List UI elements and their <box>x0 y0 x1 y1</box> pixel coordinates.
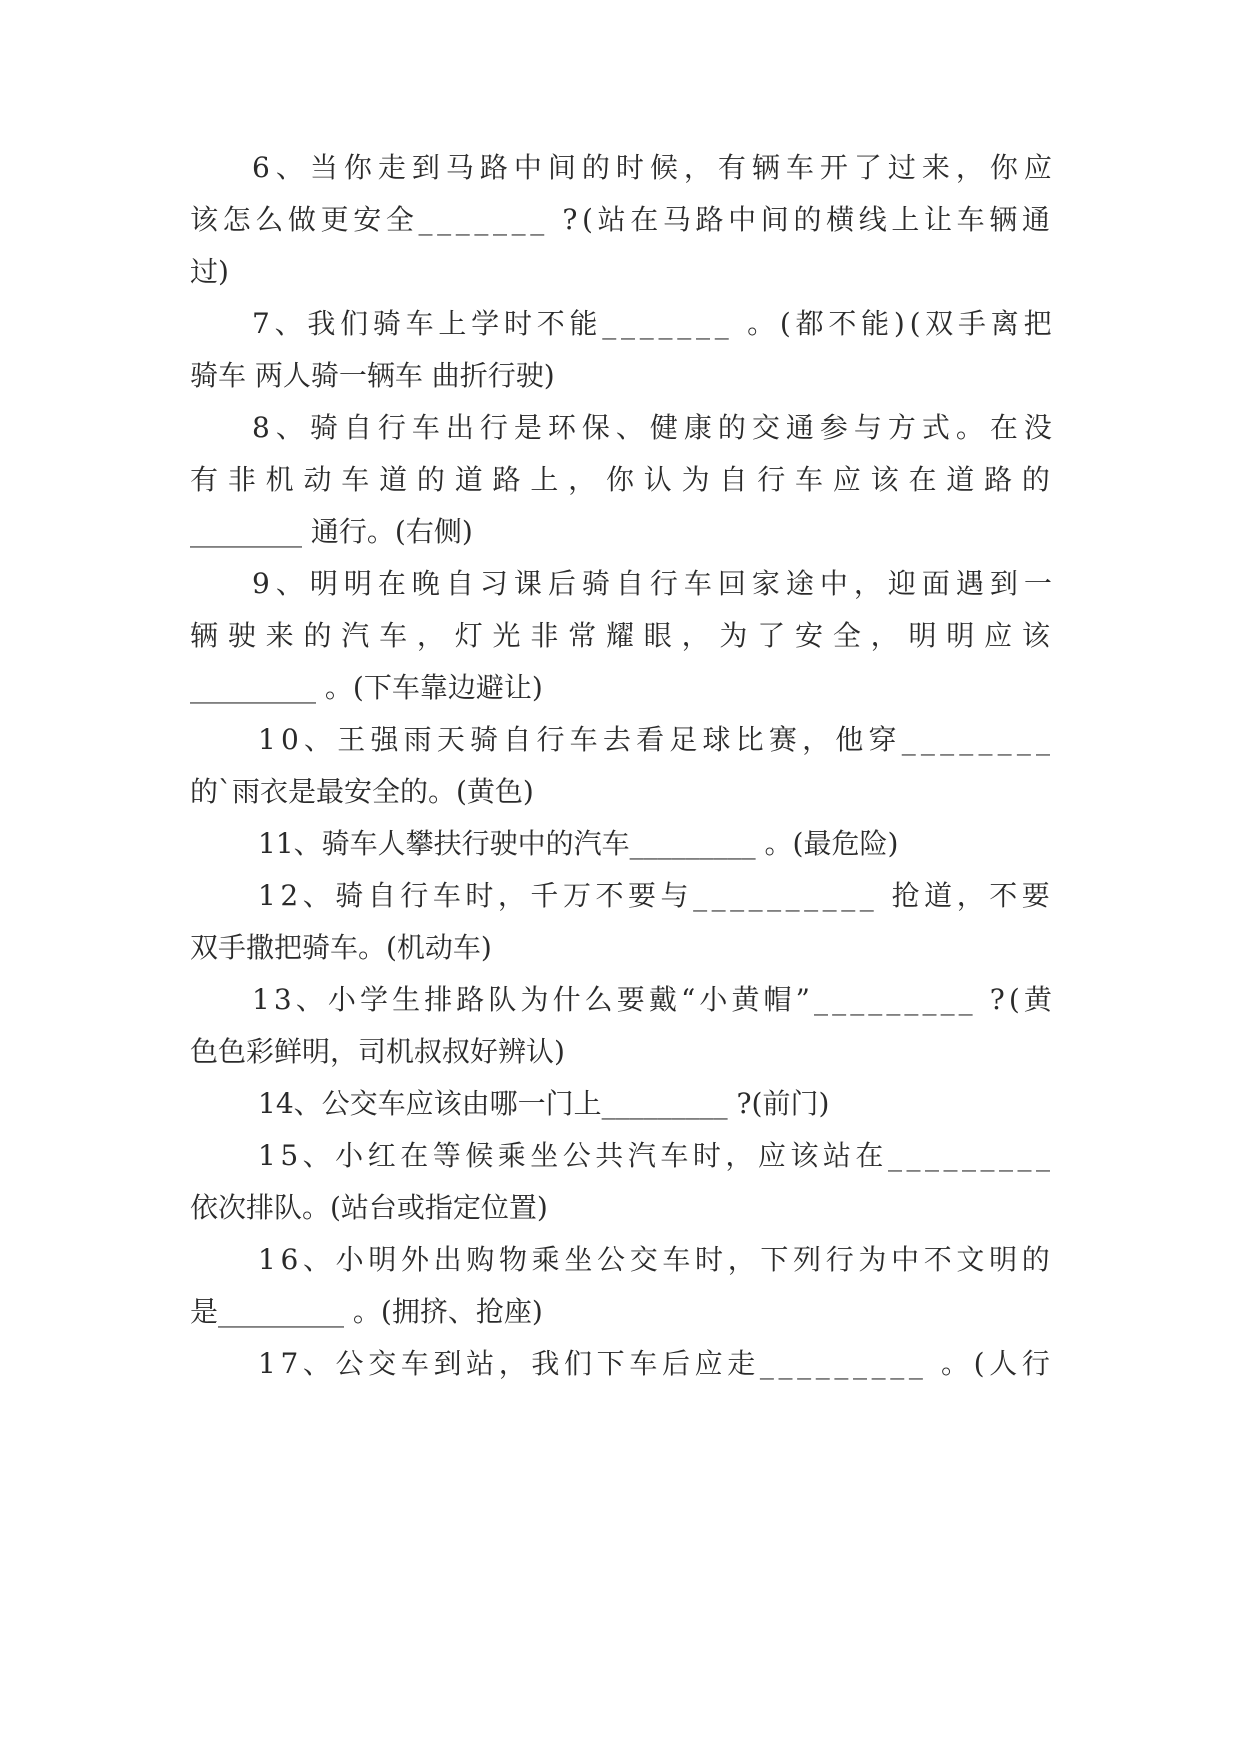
text-line: 8 、 骑 自 行 车 出 行 是 环 保 、 健 康 的 交 通 参 与 方 式 。 在 没 <box>252 411 1052 444</box>
text-line: 9 、 明 明 在 晚 自 习 课 后 骑 自 行 车 回 家 途 中 ， 迎 面 遇 到 一 <box>252 567 1052 600</box>
text-line: 辆 驶 来 的 汽 车 ， 灯 光 非 常 耀 眼 ， 为 了 安 全 ， 明 明 应 该 <box>190 619 1050 652</box>
text-line: 14、公交车应该由哪一门上_________ ?(前门) <box>258 1087 830 1120</box>
text-line: 是_________ 。(拥挤、抢座) <box>190 1295 543 1328</box>
text-line: 1 6 、 小 明 外 出 购 物 乘 坐 公 交 车 时 ， 下 列 行 为 中 不 文 明 的 <box>258 1243 1050 1276</box>
text-line: 过) <box>190 255 229 288</box>
text-line: ________ 通行。(右侧) <box>190 515 473 548</box>
text-line: 骑车 两人骑一辆车 曲折行驶) <box>190 359 555 392</box>
text-line: 的`雨衣是最安全的。(黄色) <box>190 775 534 808</box>
text-line: 1 2 、 骑 自 行 车 时 ， 千 万 不 要 与 _ _ _ _ _ _ _ _ _ _ 抢 道 ， 不 要 <box>258 879 1050 912</box>
text-line: 该 怎 么 做 更 安 全 _ _ _ _ _ _ _ ? ( 站 在 马 路 中 间 的 横 线 上 让 车 辆 通 <box>190 203 1050 236</box>
text-line: 7 、 我 们 骑 车 上 学 时 不 能 _ _ _ _ _ _ _ 。 ( 都 不 能 ) ( 双 手 离 把 <box>252 307 1052 340</box>
text-line: _________ 。(下车靠边避让) <box>190 671 543 704</box>
text-line: 依次排队。(站台或指定位置) <box>190 1191 548 1224</box>
text-line: 双手撒把骑车。(机动车) <box>190 931 492 964</box>
text-line: 有 非 机 动 车 道 的 道 路 上 ， 你 认 为 自 行 车 应 该 在 道 路 的 <box>190 463 1050 496</box>
text-line: 1 5 、 小 红 在 等 候 乘 坐 公 共 汽 车 时 ， 应 该 站 在 _ _ _ _ _ _ _ _ _ <box>258 1139 1050 1172</box>
text-line: 1 0 、 王 强 雨 天 骑 自 行 车 去 看 足 球 比 赛 ， 他 穿 _ _ _ _ _ _ _ _ <box>258 723 1050 756</box>
text-line: 1 7 、 公 交 车 到 站 ， 我 们 下 车 后 应 走 _ _ _ _ _ _ _ _ _ 。 ( 人 行 <box>258 1347 1050 1380</box>
text-line: 6 、 当 你 走 到 马 路 中 间 的 时 候 ， 有 辆 车 开 了 过 来 ， 你 应 <box>252 151 1052 184</box>
text-line: 色色彩鲜明，司机叔叔好辨认) <box>190 1035 565 1068</box>
text-line: 11、骑车人攀扶行驶中的汽车_________ 。(最危险) <box>258 827 899 860</box>
text-line: 1 3 、 小 学 生 排 路 队 为 什 么 要 戴 “ 小 黄 帽 ” _ _ _ _ _ _ _ _ _ ? ( 黄 <box>252 983 1052 1016</box>
